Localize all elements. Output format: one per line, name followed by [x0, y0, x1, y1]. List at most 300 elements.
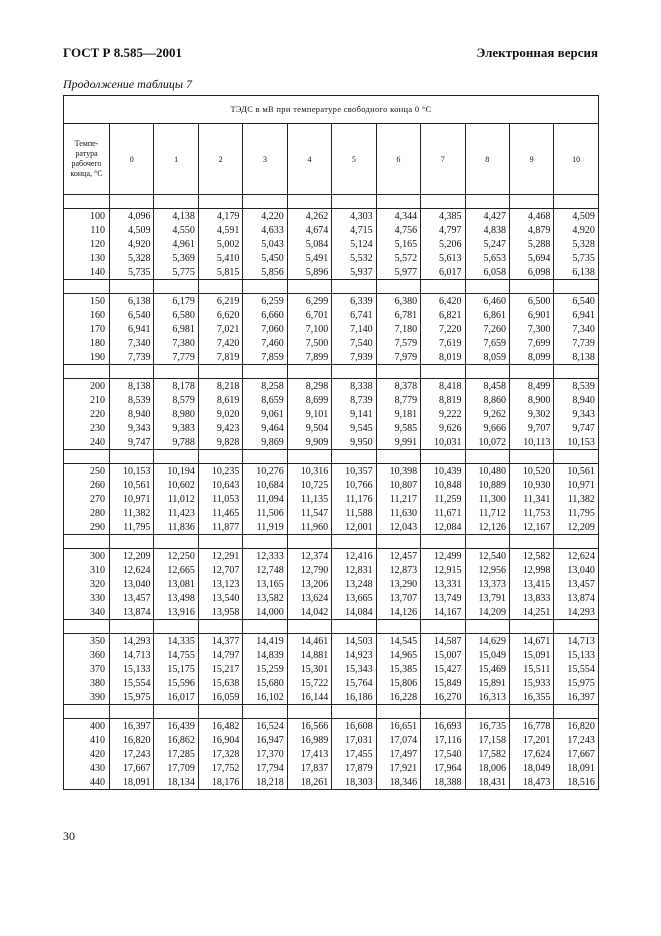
emf-value-cell: 9,141 [332, 407, 376, 421]
emf-value-cell: 13,123 [198, 577, 242, 591]
table-row [64, 563, 599, 577]
temperature-cell: 180 [64, 336, 110, 350]
document-code: ГОСТ Р 8.585—2001 [63, 45, 182, 60]
emf-value-cell: 18,388 [421, 775, 465, 790]
temperature-cell: 190 [64, 350, 110, 365]
emf-value-cell: 17,540 [421, 747, 465, 761]
emf-value-cell: 5,450 [243, 251, 287, 265]
emf-value-cell: 11,300 [465, 492, 509, 506]
emf-value-cell: 10,235 [198, 464, 242, 479]
emf-value-cell: 11,588 [332, 506, 376, 520]
emf-value-cell: 17,879 [332, 761, 376, 775]
emf-value-cell: 6,259 [243, 294, 287, 309]
emf-value-cell: 10,807 [376, 478, 420, 492]
emf-value-cell: 4,756 [376, 223, 420, 237]
emf-value-cell: 7,779 [154, 350, 198, 365]
emf-value-cell: 9,707 [509, 421, 553, 435]
temperature-cell: 240 [64, 435, 110, 450]
emf-value-cell: 14,084 [332, 605, 376, 620]
emf-value-cell: 12,001 [332, 520, 376, 535]
emf-value-cell: 7,180 [376, 322, 420, 336]
emf-value-cell: 16,820 [110, 733, 154, 747]
emf-value-cell: 16,270 [421, 690, 465, 705]
emf-value-cell: 9,585 [376, 421, 420, 435]
emf-value-cell: 16,313 [465, 690, 509, 705]
emf-value-cell: 16,397 [110, 719, 154, 734]
temperature-cell: 200 [64, 379, 110, 394]
emf-value-cell: 13,874 [554, 591, 599, 605]
temperature-cell: 290 [64, 520, 110, 535]
emf-value-cell: 13,373 [465, 577, 509, 591]
emf-value-cell: 8,940 [110, 407, 154, 421]
emf-value-cell: 17,667 [110, 761, 154, 775]
emf-value-cell: 15,975 [110, 690, 154, 705]
emf-value-cell: 18,218 [243, 775, 287, 790]
emf-value-cell: 6,580 [154, 308, 198, 322]
emf-value-cell: 10,561 [554, 464, 599, 479]
emf-value-cell: 10,194 [154, 464, 198, 479]
emf-value-cell: 10,930 [509, 478, 553, 492]
emf-value-cell: 15,133 [554, 648, 599, 662]
emf-value-cell: 17,116 [421, 733, 465, 747]
emf-value-cell: 4,715 [332, 223, 376, 237]
emf-value-cell: 13,165 [243, 577, 287, 591]
emf-value-cell: 12,665 [154, 563, 198, 577]
table-row [64, 209, 599, 224]
table-row [64, 747, 599, 761]
emf-value-cell: 6,380 [376, 294, 420, 309]
emf-value-cell: 12,873 [376, 563, 420, 577]
emf-value-cell: 13,749 [421, 591, 465, 605]
emf-value-cell: 15,259 [243, 662, 287, 676]
emf-value-cell: 17,074 [376, 733, 420, 747]
column-header: 1 [154, 124, 198, 195]
emf-value-cell: 9,343 [554, 407, 599, 421]
emf-value-cell: 5,653 [465, 251, 509, 265]
emf-value-cell: 12,250 [154, 549, 198, 564]
emf-value-cell: 14,881 [287, 648, 331, 662]
table-row [64, 237, 599, 251]
temperature-cell: 340 [64, 605, 110, 620]
emf-value-cell: 8,980 [154, 407, 198, 421]
emf-value-cell: 8,699 [287, 393, 331, 407]
emf-value-cell: 13,331 [421, 577, 465, 591]
temperature-cell: 420 [64, 747, 110, 761]
emf-value-cell: 6,620 [198, 308, 242, 322]
emf-value-cell: 5,124 [332, 237, 376, 251]
temperature-cell: 370 [64, 662, 110, 676]
emf-value-cell: 12,209 [554, 520, 599, 535]
emf-value-cell: 4,468 [509, 209, 553, 224]
emf-value-cell: 14,126 [376, 605, 420, 620]
temperature-cell: 440 [64, 775, 110, 790]
emf-value-cell: 16,059 [198, 690, 242, 705]
emf-value-cell: 11,176 [332, 492, 376, 506]
emf-value-cell: 15,427 [421, 662, 465, 676]
emf-value-cell: 9,302 [509, 407, 553, 421]
emf-value-cell: 17,794 [243, 761, 287, 775]
emf-value-cell: 16,651 [376, 719, 420, 734]
emf-value-cell: 11,012 [154, 492, 198, 506]
emf-value-cell: 7,540 [332, 336, 376, 350]
emf-value-cell: 9,909 [287, 435, 331, 450]
emf-value-cell: 13,040 [110, 577, 154, 591]
emf-value-cell: 8,138 [554, 350, 599, 365]
emf-value-cell: 15,722 [287, 676, 331, 690]
emf-value-cell: 13,916 [154, 605, 198, 620]
emf-value-cell: 17,582 [465, 747, 509, 761]
temperature-cell: 400 [64, 719, 110, 734]
column-header: 9 [509, 124, 553, 195]
emf-value-cell: 10,276 [243, 464, 287, 479]
emf-value-cell: 14,503 [332, 634, 376, 649]
temperature-cell: 210 [64, 393, 110, 407]
emf-value-cell: 13,290 [376, 577, 420, 591]
emf-value-cell: 13,415 [509, 577, 553, 591]
emf-value-cell: 7,659 [465, 336, 509, 350]
emf-value-cell: 11,341 [509, 492, 553, 506]
emf-value-cell: 11,506 [243, 506, 287, 520]
temperature-cell: 110 [64, 223, 110, 237]
emf-value-cell: 8,579 [154, 393, 198, 407]
emf-value-cell: 17,752 [198, 761, 242, 775]
emf-value-cell: 6,339 [332, 294, 376, 309]
emf-value-cell: 6,058 [465, 265, 509, 280]
emf-value-cell: 13,582 [243, 591, 287, 605]
emf-value-cell: 10,031 [421, 435, 465, 450]
table-row [64, 605, 599, 620]
emf-value-cell: 9,991 [376, 435, 420, 450]
emf-value-cell: 14,587 [421, 634, 465, 649]
emf-value-cell: 5,856 [243, 265, 287, 280]
emf-value-cell: 7,819 [198, 350, 242, 365]
emf-value-cell: 11,671 [421, 506, 465, 520]
emf-value-cell: 18,049 [509, 761, 553, 775]
emf-value-cell: 11,795 [110, 520, 154, 535]
emf-value-cell: 5,084 [287, 237, 331, 251]
emf-value-cell: 9,464 [243, 421, 287, 435]
emf-value-cell: 16,017 [154, 690, 198, 705]
emf-value-cell: 8,258 [243, 379, 287, 394]
emf-value-cell: 8,779 [376, 393, 420, 407]
emf-value-cell: 13,624 [287, 591, 331, 605]
emf-value-cell: 12,126 [465, 520, 509, 535]
emf-value-cell: 11,465 [198, 506, 242, 520]
emf-value-cell: 15,133 [110, 662, 154, 676]
emf-value-cell: 13,081 [154, 577, 198, 591]
emf-value-cell: 17,201 [509, 733, 553, 747]
temperature-cell: 270 [64, 492, 110, 506]
emf-value-cell: 15,596 [154, 676, 198, 690]
spacer-row [64, 620, 599, 634]
emf-value-cell: 5,937 [332, 265, 376, 280]
emf-value-cell: 10,889 [465, 478, 509, 492]
emf-value-cell: 6,179 [154, 294, 198, 309]
emf-value-cell: 13,540 [198, 591, 242, 605]
emf-value-cell: 11,259 [421, 492, 465, 506]
emf-value-cell: 6,741 [332, 308, 376, 322]
emf-value-cell: 15,175 [154, 662, 198, 676]
emf-value-cell: 14,251 [509, 605, 553, 620]
column-header: 2 [198, 124, 242, 195]
emf-value-cell: 4,096 [110, 209, 154, 224]
emf-value-cell: 9,869 [243, 435, 287, 450]
emf-value-cell: 9,747 [110, 435, 154, 450]
column-header: 6 [376, 124, 420, 195]
emf-value-cell: 10,153 [110, 464, 154, 479]
table-row [64, 775, 599, 790]
table-row [64, 464, 599, 479]
emf-value-cell: 7,500 [287, 336, 331, 350]
emf-value-cell: 5,043 [243, 237, 287, 251]
emf-value-cell: 9,423 [198, 421, 242, 435]
emf-value-cell: 5,206 [421, 237, 465, 251]
emf-value-cell: 12,748 [243, 563, 287, 577]
emf-value-cell: 5,613 [421, 251, 465, 265]
emf-value-cell: 5,002 [198, 237, 242, 251]
emf-value-cell: 16,144 [287, 690, 331, 705]
emf-value-cell: 7,260 [465, 322, 509, 336]
emf-value-cell: 13,707 [376, 591, 420, 605]
temperature-cell: 220 [64, 407, 110, 421]
column-header: 8 [465, 124, 509, 195]
emf-value-cell: 16,566 [287, 719, 331, 734]
emf-value-cell: 11,753 [509, 506, 553, 520]
table-row [64, 591, 599, 605]
table-row [64, 506, 599, 520]
spacer-row [64, 450, 599, 464]
emf-value-cell: 11,712 [465, 506, 509, 520]
emf-value-cell: 9,626 [421, 421, 465, 435]
temperature-cell: 140 [64, 265, 110, 280]
emf-value-cell: 12,956 [465, 563, 509, 577]
emf-value-cell: 15,764 [332, 676, 376, 690]
emf-value-cell: 14,293 [110, 634, 154, 649]
emf-value-cell: 15,806 [376, 676, 420, 690]
emf-value-cell: 8,499 [509, 379, 553, 394]
emf-value-cell: 5,532 [332, 251, 376, 265]
emf-value-cell: 4,797 [421, 223, 465, 237]
table-row [64, 336, 599, 350]
table-row [64, 577, 599, 591]
temperature-cell: 350 [64, 634, 110, 649]
emf-value-cell: 8,099 [509, 350, 553, 365]
temperature-cell: 230 [64, 421, 110, 435]
emf-value-cell: 13,040 [554, 563, 599, 577]
temperature-cell: 160 [64, 308, 110, 322]
emf-value-cell: 15,849 [421, 676, 465, 690]
table-row [64, 733, 599, 747]
emf-value-cell: 6,500 [509, 294, 553, 309]
emf-value-cell: 5,491 [287, 251, 331, 265]
emf-value-cell: 11,382 [110, 506, 154, 520]
emf-value-cell: 11,836 [154, 520, 198, 535]
emf-value-cell: 9,383 [154, 421, 198, 435]
emf-value-cell: 17,624 [509, 747, 553, 761]
emf-value-cell: 8,739 [332, 393, 376, 407]
emf-value-cell: 18,091 [554, 761, 599, 775]
emf-value-cell: 7,220 [421, 322, 465, 336]
emf-value-cell: 7,060 [243, 322, 287, 336]
table-row [64, 379, 599, 394]
emf-value-cell: 9,343 [110, 421, 154, 435]
emf-value-cell: 18,134 [154, 775, 198, 790]
emf-value-cell: 16,397 [554, 690, 599, 705]
emf-value-cell: 4,509 [554, 209, 599, 224]
emf-value-cell: 8,418 [421, 379, 465, 394]
emf-value-cell: 7,460 [243, 336, 287, 350]
table-row [64, 492, 599, 506]
emf-value-cell: 5,735 [110, 265, 154, 280]
emf-value-cell: 12,624 [554, 549, 599, 564]
emf-value-cell: 12,540 [465, 549, 509, 564]
emf-value-cell: 17,243 [554, 733, 599, 747]
emf-value-cell: 11,630 [376, 506, 420, 520]
emf-value-cell: 15,933 [509, 676, 553, 690]
emf-value-cell: 15,638 [198, 676, 242, 690]
emf-value-cell: 12,624 [110, 563, 154, 577]
emf-value-cell: 18,091 [110, 775, 154, 790]
table-row [64, 478, 599, 492]
emf-value-cell: 11,217 [376, 492, 420, 506]
emf-value-cell: 10,602 [154, 478, 198, 492]
emf-value-cell: 5,694 [509, 251, 553, 265]
emf-value-cell: 12,043 [376, 520, 420, 535]
emf-value-cell: 14,713 [110, 648, 154, 662]
table-row [64, 676, 599, 690]
emf-value-cell: 10,971 [554, 478, 599, 492]
emf-value-cell: 16,355 [509, 690, 553, 705]
emf-value-cell: 9,788 [154, 435, 198, 450]
emf-value-cell: 7,939 [332, 350, 376, 365]
emf-value-cell: 14,545 [376, 634, 420, 649]
emf-value-cell: 18,516 [554, 775, 599, 790]
emf-value-cell: 6,941 [110, 322, 154, 336]
edition-label: Электронная версия [476, 45, 598, 60]
emf-value-cell: 7,579 [376, 336, 420, 350]
emf-value-cell: 4,879 [509, 223, 553, 237]
spacer-row [64, 535, 599, 549]
emf-value-cell: 7,380 [154, 336, 198, 350]
emf-value-cell: 15,301 [287, 662, 331, 676]
emf-value-cell: 14,461 [287, 634, 331, 649]
table-row [64, 251, 599, 265]
emf-value-cell: 4,674 [287, 223, 331, 237]
temperature-cell: 280 [64, 506, 110, 520]
emf-value-cell: 14,629 [465, 634, 509, 649]
table-row [64, 393, 599, 407]
emf-value-cell: 9,950 [332, 435, 376, 450]
emf-value-cell: 16,947 [243, 733, 287, 747]
emf-value-cell: 13,206 [287, 577, 331, 591]
emf-value-cell: 7,300 [509, 322, 553, 336]
emf-value-cell: 7,100 [287, 322, 331, 336]
column-header: 7 [421, 124, 465, 195]
emf-value-cell: 10,848 [421, 478, 465, 492]
emf-value-cell: 17,921 [376, 761, 420, 775]
emf-value-cell: 14,755 [154, 648, 198, 662]
temperature-cell: 330 [64, 591, 110, 605]
emf-value-cell: 4,303 [332, 209, 376, 224]
emf-value-cell: 9,181 [376, 407, 420, 421]
emf-value-cell: 17,667 [554, 747, 599, 761]
emf-value-cell: 14,671 [509, 634, 553, 649]
emf-value-cell: 10,766 [332, 478, 376, 492]
emf-value-cell: 13,958 [198, 605, 242, 620]
temperature-cell: 300 [64, 549, 110, 564]
temperature-cell: 320 [64, 577, 110, 591]
emf-value-cell: 17,709 [154, 761, 198, 775]
emf-value-cell: 4,509 [110, 223, 154, 237]
emf-value-cell: 8,539 [110, 393, 154, 407]
emf-value-cell: 5,977 [376, 265, 420, 280]
table-row [64, 308, 599, 322]
emf-value-cell: 16,186 [332, 690, 376, 705]
emf-value-cell: 17,243 [110, 747, 154, 761]
emf-value-cell: 17,837 [287, 761, 331, 775]
table-continuation-label: Продолжение таблицы 7 [63, 77, 193, 91]
emf-value-cell: 6,781 [376, 308, 420, 322]
emf-value-cell: 10,643 [198, 478, 242, 492]
table-title: ТЭДС в мВ при температуре свободного конца 0 °С [64, 96, 599, 124]
emf-value-cell: 15,007 [421, 648, 465, 662]
table-row [64, 265, 599, 280]
table-row [64, 662, 599, 676]
emf-value-cell: 4,427 [465, 209, 509, 224]
emf-value-cell: 15,554 [554, 662, 599, 676]
emf-value-cell: 16,778 [509, 719, 553, 734]
emf-value-cell: 6,821 [421, 308, 465, 322]
emf-value-cell: 15,554 [110, 676, 154, 690]
emf-value-cell: 18,431 [465, 775, 509, 790]
emf-value-cell: 16,820 [554, 719, 599, 734]
emf-value-cell: 16,904 [198, 733, 242, 747]
table-row [64, 294, 599, 309]
emf-value-cell: 13,457 [110, 591, 154, 605]
emf-value-cell: 15,343 [332, 662, 376, 676]
table-row [64, 421, 599, 435]
emf-value-cell: 17,285 [154, 747, 198, 761]
emf-value-cell: 16,989 [287, 733, 331, 747]
emf-value-cell: 11,053 [198, 492, 242, 506]
emf-value-cell: 12,831 [332, 563, 376, 577]
emf-value-cell: 6,138 [110, 294, 154, 309]
temperature-cell: 390 [64, 690, 110, 705]
emf-value-cell: 6,901 [509, 308, 553, 322]
table-row [64, 719, 599, 734]
emf-value-cell: 15,975 [554, 676, 599, 690]
emf-value-cell: 12,457 [376, 549, 420, 564]
column-header: 3 [243, 124, 287, 195]
emf-value-cell: 12,582 [509, 549, 553, 564]
emf-value-cell: 17,328 [198, 747, 242, 761]
thermo-emf-table [63, 95, 599, 790]
emf-value-cell: 4,138 [154, 209, 198, 224]
emf-value-cell: 10,725 [287, 478, 331, 492]
emf-value-cell: 6,460 [465, 294, 509, 309]
emf-value-cell: 9,828 [198, 435, 242, 450]
emf-value-cell: 17,455 [332, 747, 376, 761]
column-header: 4 [287, 124, 331, 195]
emf-value-cell: 15,680 [243, 676, 287, 690]
emf-value-cell: 5,328 [554, 237, 599, 251]
temperature-cell: 360 [64, 648, 110, 662]
spacer-row [64, 365, 599, 379]
emf-value-cell: 17,413 [287, 747, 331, 761]
emf-value-cell: 7,739 [110, 350, 154, 365]
temperature-cell: 430 [64, 761, 110, 775]
emf-value-cell: 6,540 [554, 294, 599, 309]
